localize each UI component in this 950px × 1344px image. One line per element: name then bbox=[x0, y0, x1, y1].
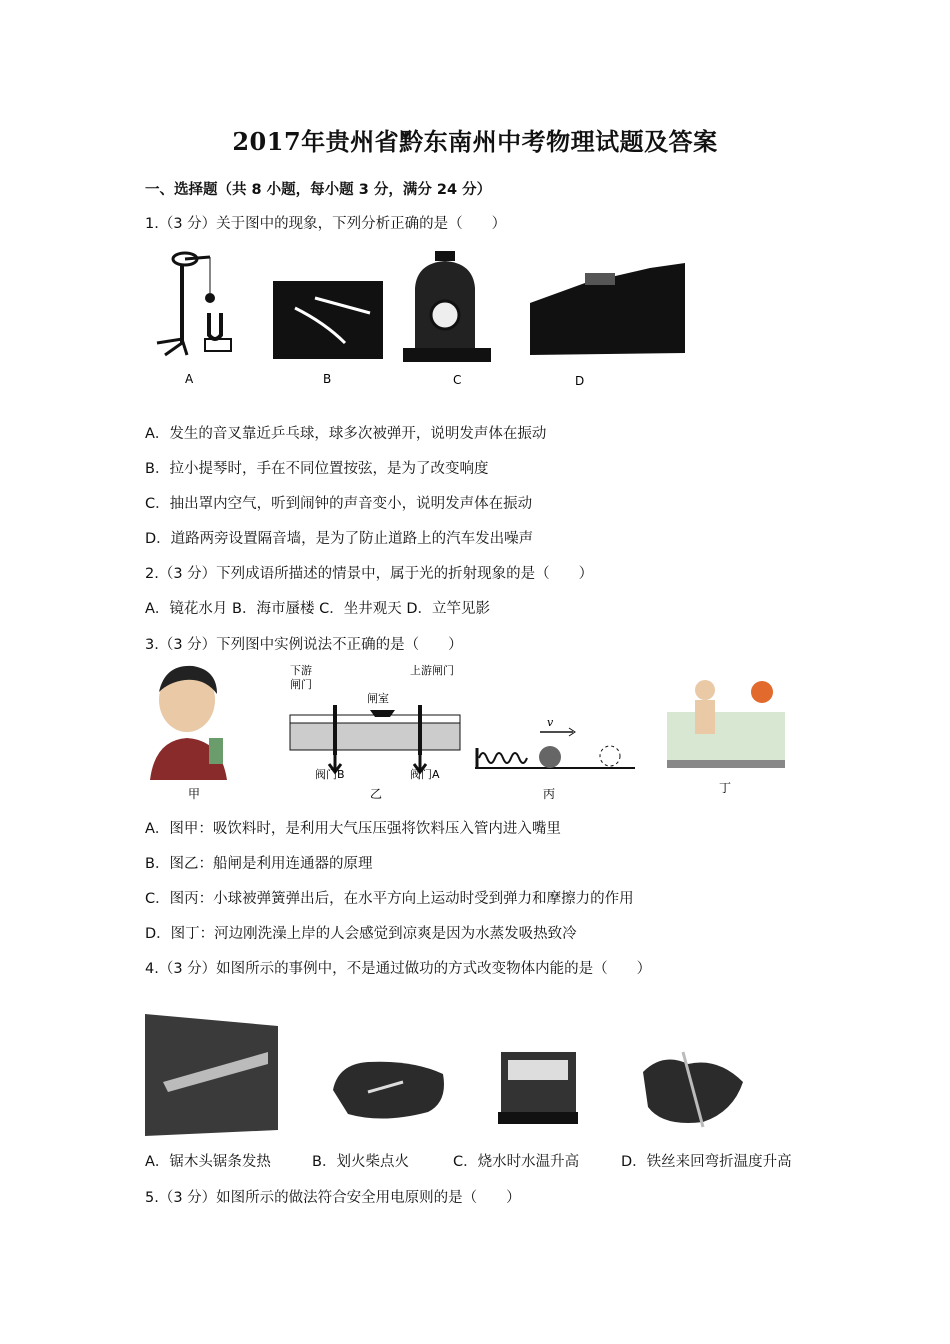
swimmer-illustration bbox=[667, 680, 785, 768]
q1-figure bbox=[145, 243, 690, 393]
q3-label-ding: 丁 bbox=[719, 781, 732, 795]
q4-figure bbox=[143, 1012, 788, 1142]
q4-option-c: C．烧水时水温升高 bbox=[453, 1154, 580, 1170]
q1-label-b: B bbox=[323, 372, 332, 386]
spring-ball-illustration bbox=[475, 716, 635, 768]
q3-option-a: A．图甲：吸饮料时，是利用大气压压强将饮料压入管内进入嘴里 bbox=[145, 821, 561, 837]
q3-label-jia: 甲 bbox=[188, 787, 201, 801]
section-heading: 一、选择题（共 8 小题，每小题 3 分，满分 24 分） bbox=[145, 182, 492, 198]
striking-match-illustration bbox=[333, 1062, 444, 1119]
boy-drinking-illustration bbox=[150, 666, 227, 780]
downstream-label: 下游 bbox=[290, 664, 312, 677]
bending-wire-illustration bbox=[643, 1052, 743, 1127]
q1-label-d: D bbox=[575, 374, 585, 388]
q1-label-c: C bbox=[453, 373, 462, 387]
violin-illustration bbox=[273, 281, 383, 359]
sound-barrier-illustration bbox=[530, 263, 685, 355]
q3-label-bing: 丙 bbox=[543, 787, 556, 801]
bell-jar-illustration bbox=[403, 251, 491, 362]
q1-option-b: B．拉小提琴时，手在不同位置按弦，是为了改变响度 bbox=[145, 461, 489, 477]
upstream-gate-label: 上游闸门 bbox=[410, 664, 454, 677]
velocity-label: v bbox=[547, 716, 554, 729]
q5-stem: 5.（3 分）如图所示的做法符合安全用电原则的是（ ） bbox=[145, 1190, 521, 1206]
q4-option-b: B．划火柴点火 bbox=[312, 1154, 409, 1170]
page-title: 2017年贵州省黔东南州中考物理试题及答案 bbox=[232, 127, 718, 156]
valve-a-label: 阀门A bbox=[410, 768, 440, 781]
q3-figure bbox=[145, 660, 790, 805]
q4-option-d: D．铁丝来回弯折温度升高 bbox=[621, 1154, 792, 1170]
valve-b-label: 阀门B bbox=[315, 768, 345, 781]
q1-option-d: D．道路两旁设置隔音墙，是为了防止道路上的汽车发出噪声 bbox=[145, 531, 534, 547]
boiling-water-illustration bbox=[498, 1052, 578, 1124]
tuning-fork-illustration bbox=[157, 253, 231, 355]
q1-stem: 1.（3 分）关于图中的现象，下列分析正确的是（ ） bbox=[145, 216, 507, 232]
q1-label-a: A bbox=[185, 372, 194, 386]
sawing-wood-illustration bbox=[145, 1014, 278, 1136]
ship-lock-illustration bbox=[290, 663, 460, 781]
q1-option-c: C．抽出罩内空气，听到闹钟的声音变小，说明发声体在振动 bbox=[145, 496, 533, 512]
chamber-label: 闸室 bbox=[367, 692, 389, 705]
q3-stem: 3.（3 分）下列图中实例说法不正确的是（ ） bbox=[145, 637, 463, 653]
q2-options: A．镜花水月 B．海市蜃楼 C．坐井观天 D．立竿见影 bbox=[145, 601, 490, 617]
q1-option-a: A．发生的音叉靠近乒乓球，球多次被弹开，说明发声体在振动 bbox=[145, 426, 547, 442]
q4-option-a: A．锯木头锯条发热 bbox=[145, 1154, 271, 1170]
q2-stem: 2.（3 分）下列成语所描述的情景中，属于光的折射现象的是（ ） bbox=[145, 566, 594, 582]
downstream-gate-label: 闸门 bbox=[290, 678, 312, 691]
q3-option-c: C．图丙：小球被弹簧弹出后，在水平方向上运动时受到弹力和摩擦力的作用 bbox=[145, 891, 634, 907]
q3-option-d: D．图丁：河边刚洗澡上岸的人会感觉到凉爽是因为水蒸发吸热致冷 bbox=[145, 926, 577, 942]
q3-option-b: B．图乙：船闸是利用连通器的原理 bbox=[145, 856, 373, 872]
q3-label-yi: 乙 bbox=[370, 787, 383, 801]
q4-stem: 4.（3 分）如图所示的事例中，不是通过做功的方式改变物体内能的是（ ） bbox=[145, 961, 652, 977]
